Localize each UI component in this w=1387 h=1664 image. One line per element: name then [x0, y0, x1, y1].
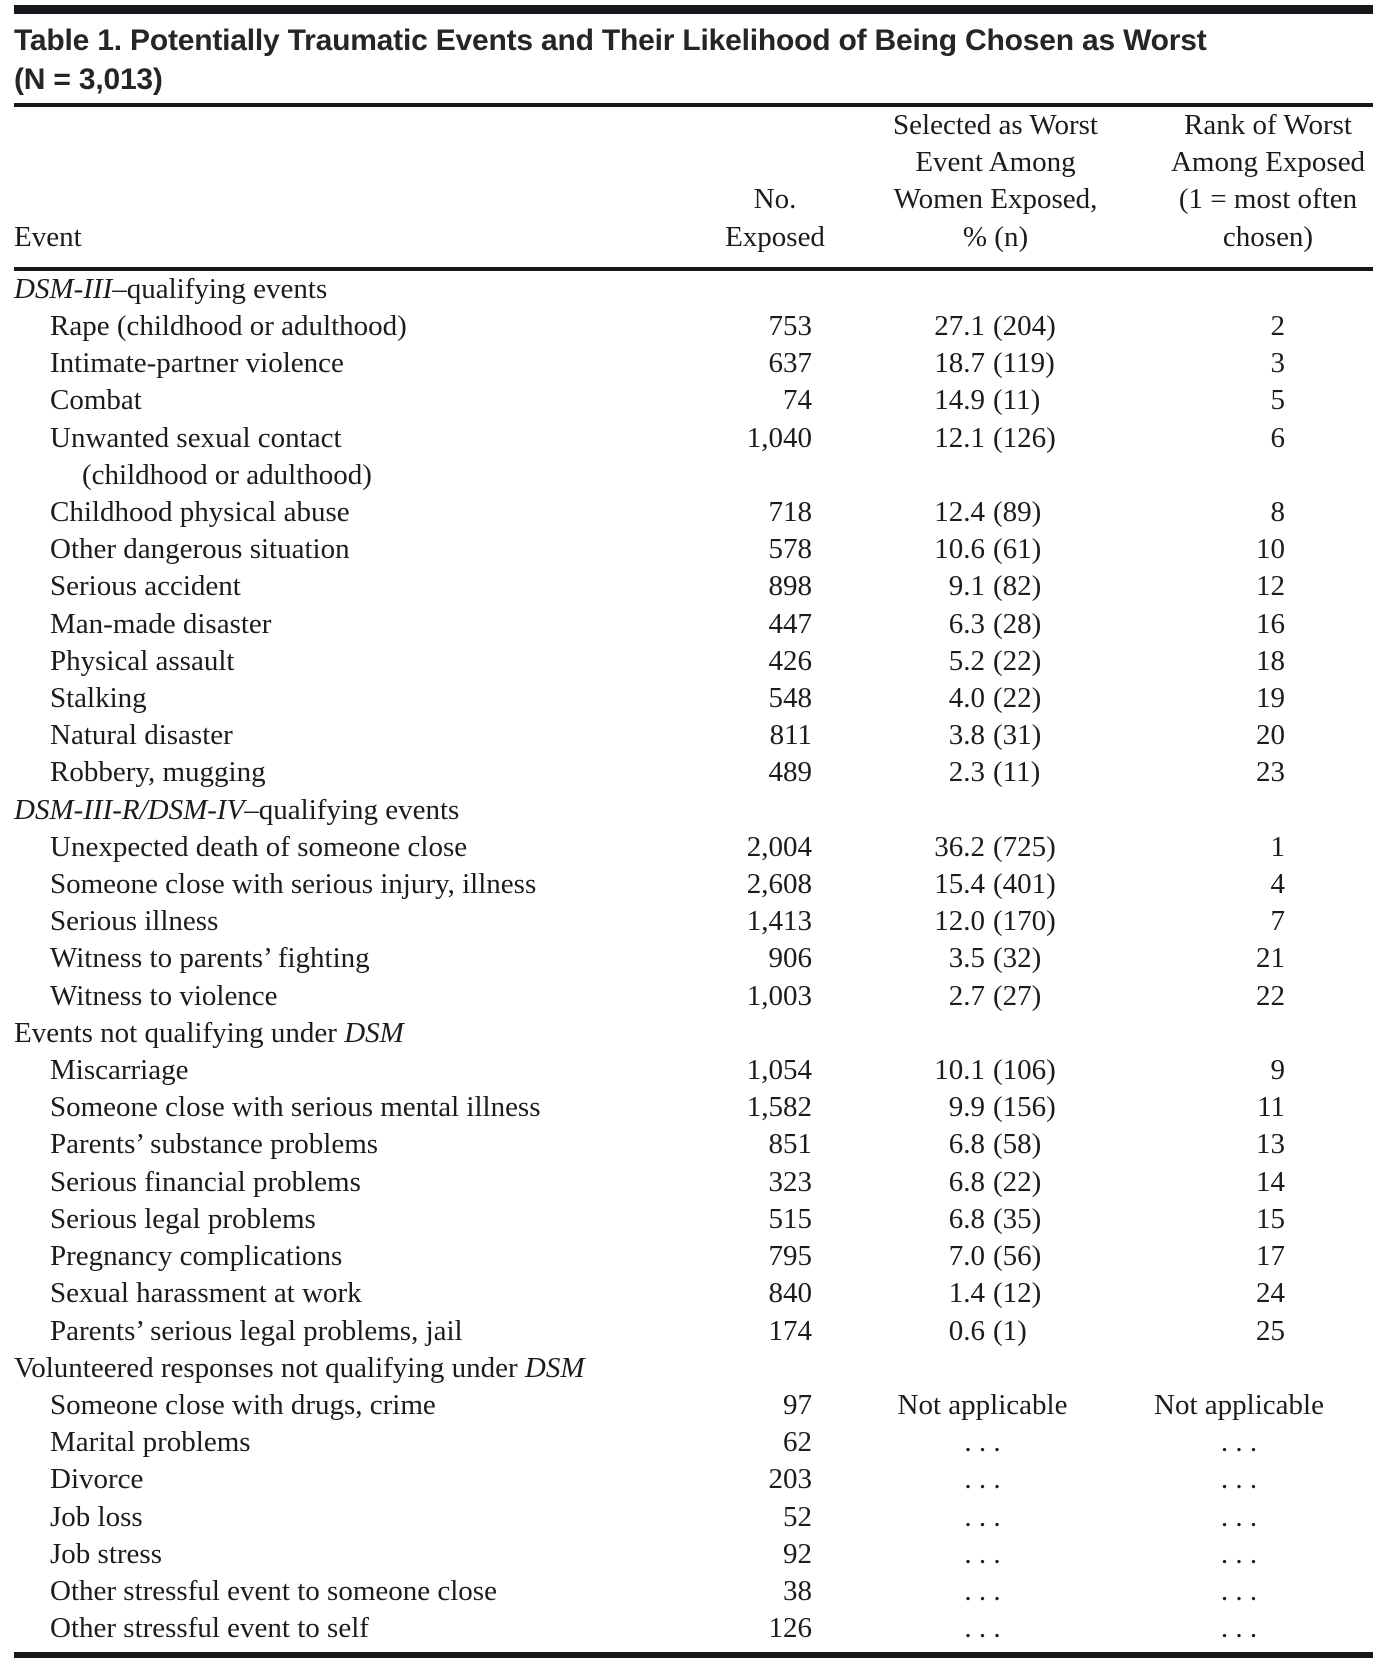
header-line: Rank of Worst [1184, 109, 1352, 141]
worst-percent: 3.5 [948, 942, 985, 975]
table-row [14, 1610, 1373, 1647]
worst-cell [860, 345, 1105, 382]
worst-cell [860, 1201, 1105, 1238]
worst-percent: 6.8 [948, 1128, 985, 1161]
rank-cell: 22 [1256, 979, 1285, 1012]
worst-cell [860, 531, 1105, 568]
rank-cell: . . . [1220, 1537, 1258, 1570]
worst-percent: 7.0 [948, 1240, 985, 1273]
exposed-cell: 840 [768, 1277, 812, 1310]
bottom-rule [14, 1652, 1373, 1658]
table-row [14, 1424, 1373, 1461]
event-cell [14, 829, 690, 866]
section-row [14, 271, 1373, 308]
exposed-cell: 92 [783, 1537, 812, 1570]
event-cell [14, 1499, 690, 1536]
worst-count: (22) [993, 1165, 1042, 1198]
section-heading-text: Events not qualifying under [14, 1016, 345, 1049]
rank-cell: 4 [1270, 868, 1285, 901]
event-label: Stalking [50, 682, 147, 715]
worst-cell [860, 606, 1105, 643]
exposed-cell: 811 [769, 719, 812, 752]
worst-percent: 10.6 [934, 533, 985, 566]
worst-cell [860, 680, 1105, 717]
rank-cell: 16 [1256, 607, 1285, 640]
event-label: Job loss [50, 1500, 143, 1533]
exposed-cell: 489 [768, 756, 812, 789]
rank-cell: 3 [1270, 347, 1285, 380]
event-label: Divorce [50, 1463, 144, 1496]
event-label: Natural disaster [50, 719, 233, 752]
worst-cell [860, 494, 1105, 531]
event-label: Parents’ serious legal problems, jail [50, 1314, 463, 1347]
worst-cell [860, 1275, 1105, 1312]
table-row [14, 1461, 1373, 1498]
event-cell [14, 345, 690, 382]
event-label: Unexpected death of someone close [50, 830, 468, 863]
worst-percent: 9.9 [948, 1091, 985, 1124]
worst-cell [860, 1238, 1105, 1275]
event-cell [14, 531, 690, 568]
table-row [14, 1164, 1373, 1201]
event-cell [14, 1610, 690, 1647]
worst-count: (58) [993, 1128, 1042, 1161]
table-row [14, 1052, 1373, 1089]
worst-cell [860, 308, 1105, 345]
event-cell [14, 1536, 690, 1573]
worst-count: (156) [993, 1091, 1056, 1124]
column-header-event [14, 107, 690, 256]
worst-percent: 2.3 [948, 756, 985, 789]
rank-cell: 5 [1270, 384, 1285, 417]
worst-count: (725) [993, 830, 1056, 863]
table-row [14, 643, 1373, 680]
worst-cell: . . . [964, 1574, 1001, 1607]
header-line: Event Among [915, 146, 1076, 179]
section-heading [14, 1350, 1373, 1387]
exposed-cell: 548 [768, 682, 812, 715]
header-line: Exposed [725, 220, 825, 253]
table-row [14, 1238, 1373, 1275]
event-cell [14, 978, 690, 1015]
event-label: Marital problems [50, 1426, 251, 1459]
worst-cell [860, 940, 1105, 977]
table-row [14, 345, 1373, 382]
worst-cell: . . . [964, 1426, 1001, 1459]
event-cell [14, 420, 690, 494]
table-row [14, 1499, 1373, 1536]
section-heading [14, 271, 1373, 308]
event-cell [14, 1126, 690, 1163]
worst-cell [860, 978, 1105, 1015]
table-row [14, 308, 1373, 345]
rank-cell: 9 [1270, 1054, 1285, 1087]
table-title-line2: (N = 3,013) [14, 63, 163, 96]
rank-cell: 23 [1256, 756, 1285, 789]
worst-percent: 0.6 [948, 1314, 985, 1347]
event-cell [14, 903, 690, 940]
table-header [14, 107, 1373, 263]
worst-count: (32) [993, 942, 1042, 975]
exposed-cell: 126 [768, 1612, 812, 1645]
exposed-cell: 795 [768, 1240, 812, 1273]
exposed-cell: 203 [768, 1463, 812, 1496]
event-label: Serious accident [50, 570, 241, 603]
rank-cell: 18 [1256, 644, 1285, 677]
rank-cell: 6 [1270, 421, 1285, 454]
table-row [14, 1536, 1373, 1573]
event-cell [14, 1238, 690, 1275]
table-row [14, 754, 1373, 791]
worst-count: (89) [993, 496, 1042, 529]
event-label: Physical assault [50, 644, 235, 677]
table-row [14, 903, 1373, 940]
event-cell [14, 1387, 690, 1424]
header-line: chosen) [1222, 220, 1314, 253]
event-cell [14, 308, 690, 345]
exposed-cell: 447 [768, 607, 812, 640]
worst-count: (27) [993, 979, 1042, 1012]
worst-cell [860, 1089, 1105, 1126]
section-heading [14, 792, 1373, 829]
worst-count: (22) [993, 682, 1042, 715]
event-label: Unwanted sexual contact [50, 421, 342, 454]
event-cell [14, 940, 690, 977]
event-cell [14, 382, 690, 419]
event-label: Serious legal problems [50, 1202, 316, 1235]
worst-percent: 12.0 [934, 905, 985, 938]
rank-cell: . . . [1220, 1612, 1258, 1645]
worst-cell [860, 568, 1105, 605]
event-label: Pregnancy complications [50, 1240, 343, 1273]
event-label: Other stressful event to self [50, 1612, 369, 1645]
exposed-cell: 515 [768, 1202, 812, 1235]
worst-percent: 10.1 [934, 1054, 985, 1087]
top-rule-bar [14, 5, 1373, 14]
event-label-continuation: (childhood or adulthood) [82, 458, 372, 491]
worst-count: (170) [993, 905, 1056, 938]
worst-cell [860, 382, 1105, 419]
event-cell [14, 1275, 690, 1312]
worst-percent: 2.7 [948, 979, 985, 1012]
exposed-cell: 74 [783, 384, 812, 417]
event-label: Other stressful event to someone close [50, 1574, 497, 1607]
worst-cell [860, 717, 1105, 754]
section-row [14, 792, 1373, 829]
header-line: (1 = most often [1178, 183, 1358, 216]
worst-count: (401) [993, 868, 1056, 901]
table-row [14, 494, 1373, 531]
header-line: Event [14, 220, 82, 253]
exposed-cell: 718 [768, 496, 812, 529]
event-label: Serious illness [50, 905, 219, 938]
event-label: Serious financial problems [50, 1165, 361, 1198]
table-row [14, 717, 1373, 754]
exposed-cell: 578 [768, 533, 812, 566]
table-row [14, 1313, 1373, 1350]
worst-cell [860, 754, 1105, 791]
event-label: Man-made disaster [50, 607, 272, 640]
header-line: No. [753, 183, 797, 216]
section-heading-text: Volunteered responses not qualifying under [14, 1351, 525, 1384]
event-label: Job stress [50, 1537, 162, 1570]
table-row [14, 1126, 1373, 1163]
event-cell [14, 1089, 690, 1126]
rank-cell: Not applicable [1154, 1388, 1324, 1421]
worst-cell [860, 1126, 1105, 1163]
rank-cell: 2 [1270, 310, 1285, 343]
worst-count: (12) [993, 1277, 1042, 1310]
section-heading-italic: DSM [344, 1016, 404, 1049]
event-cell [14, 494, 690, 531]
event-cell [14, 754, 690, 791]
table-row [14, 829, 1373, 866]
header-line: % (n) [962, 220, 1029, 253]
worst-cell: . . . [964, 1500, 1001, 1533]
worst-percent: 27.1 [934, 310, 985, 343]
worst-cell [860, 1052, 1105, 1089]
event-cell [14, 1201, 690, 1238]
exposed-cell: 898 [768, 570, 812, 603]
event-label: Witness to violence [50, 979, 278, 1012]
table-row [14, 420, 1373, 494]
header-line: Among Exposed [1170, 146, 1366, 179]
section-heading-italic: DSM [524, 1351, 585, 1384]
worst-percent: 18.7 [934, 347, 985, 380]
event-label: Parents’ substance problems [50, 1128, 379, 1161]
worst-cell [860, 1313, 1105, 1350]
table-row [14, 1275, 1373, 1312]
rank-cell: 10 [1256, 533, 1285, 566]
worst-count: (28) [993, 607, 1042, 640]
table-row [14, 1573, 1373, 1610]
worst-count: (1) [993, 1314, 1027, 1347]
event-label: Robbery, mugging [50, 756, 266, 789]
table-title-line1: Table 1. Potentially Traumatic Events and Their Likelihood of Being Chosen as Worst [14, 24, 1207, 57]
worst-percent: 36.2 [934, 830, 985, 863]
worst-count: (82) [993, 570, 1042, 603]
table-row [14, 1089, 1373, 1126]
worst-count: (106) [993, 1054, 1056, 1087]
event-label: Miscarriage [50, 1054, 189, 1087]
table-row [14, 1387, 1373, 1424]
rank-cell: . . . [1220, 1463, 1258, 1496]
exposed-cell: 1,003 [746, 979, 812, 1012]
table-row [14, 978, 1373, 1015]
worst-percent: 1.4 [948, 1277, 985, 1310]
exposed-cell: 174 [768, 1314, 812, 1347]
worst-percent: 6.8 [948, 1165, 985, 1198]
rank-cell: 17 [1256, 1240, 1285, 1273]
table-title [14, 21, 1373, 99]
worst-cell [860, 829, 1105, 866]
worst-percent: 15.4 [934, 868, 985, 901]
table-figure [0, 5, 1387, 1658]
rank-cell: 1 [1270, 830, 1285, 863]
section-row [14, 1015, 1373, 1052]
worst-percent: 12.1 [934, 421, 985, 454]
event-label: Rape (childhood or adulthood) [50, 310, 407, 343]
worst-percent: 9.1 [948, 570, 985, 603]
worst-count: (11) [993, 756, 1041, 789]
worst-cell [860, 1164, 1105, 1201]
worst-cell [860, 643, 1105, 680]
column-header-exposed [690, 107, 860, 256]
worst-count: (11) [993, 384, 1041, 417]
exposed-cell: 1,040 [746, 421, 812, 454]
worst-percent: 4.0 [948, 682, 985, 715]
event-cell [14, 1461, 690, 1498]
event-cell [14, 606, 690, 643]
event-label: Intimate-partner violence [50, 347, 344, 380]
event-label: Combat [50, 384, 142, 417]
worst-count: (56) [993, 1240, 1042, 1273]
worst-percent: 5.2 [948, 644, 985, 677]
event-cell [14, 1424, 690, 1461]
worst-percent: 6.8 [948, 1202, 985, 1235]
event-cell [14, 680, 690, 717]
worst-percent: 12.4 [934, 496, 985, 529]
exposed-cell: 426 [768, 644, 812, 677]
exposed-cell: 851 [768, 1128, 812, 1161]
column-header-worst [860, 107, 1105, 256]
header-line: Selected as Worst [893, 109, 1098, 141]
rank-cell: 13 [1256, 1128, 1285, 1161]
event-cell [14, 866, 690, 903]
table-row [14, 940, 1373, 977]
table-row [14, 1201, 1373, 1238]
event-label: Someone close with drugs, crime [50, 1388, 436, 1421]
worst-count: (126) [993, 421, 1056, 454]
exposed-cell: 97 [783, 1388, 812, 1421]
event-cell [14, 1052, 690, 1089]
table-row [14, 382, 1373, 419]
rank-cell: 25 [1256, 1314, 1285, 1347]
table-row [14, 606, 1373, 643]
worst-cell [860, 866, 1105, 903]
event-cell [14, 568, 690, 605]
event-label: Sexual harassment at work [50, 1277, 362, 1310]
exposed-cell: 1,413 [746, 905, 812, 938]
worst-cell: Not applicable [897, 1388, 1068, 1421]
exposed-cell: 1,582 [746, 1091, 812, 1124]
section-heading-italic: DSM-III [14, 272, 113, 305]
table-row [14, 866, 1373, 903]
worst-cell [860, 903, 1105, 940]
worst-cell: . . . [964, 1537, 1001, 1570]
rank-cell: 11 [1257, 1091, 1285, 1124]
exposed-cell: 906 [768, 942, 812, 975]
worst-percent: 6.3 [948, 607, 985, 640]
worst-cell: . . . [964, 1612, 1001, 1645]
rank-cell: . . . [1220, 1574, 1258, 1607]
exposed-cell: 323 [768, 1165, 812, 1198]
worst-count: (35) [993, 1202, 1042, 1235]
section-heading-text: –qualifying events [112, 272, 328, 305]
section-heading [14, 1015, 1373, 1052]
exposed-cell: 52 [783, 1500, 812, 1533]
exposed-cell: 62 [783, 1426, 812, 1459]
table-row [14, 531, 1373, 568]
event-cell [14, 1573, 690, 1610]
event-cell [14, 643, 690, 680]
exposed-cell: 38 [783, 1574, 812, 1607]
event-label: Someone close with serious mental illness [50, 1091, 541, 1124]
exposed-cell: 637 [768, 347, 812, 380]
rank-cell: 21 [1256, 942, 1285, 975]
column-header-rank [1105, 107, 1373, 256]
rank-cell: 14 [1256, 1165, 1285, 1198]
worst-percent: 14.9 [934, 384, 985, 417]
exposed-cell: 2,004 [746, 830, 812, 863]
event-cell [14, 1313, 690, 1350]
rank-cell: 7 [1270, 905, 1285, 938]
section-heading-text: –qualifying events [244, 793, 460, 826]
event-cell [14, 1164, 690, 1201]
rank-cell: . . . [1220, 1426, 1258, 1459]
worst-percent: 3.8 [948, 719, 985, 752]
event-label: Someone close with serious injury, illness [50, 868, 537, 901]
exposed-cell: 2,608 [746, 868, 812, 901]
event-cell [14, 717, 690, 754]
table-row [14, 680, 1373, 717]
worst-count: (31) [993, 719, 1042, 752]
event-label: Witness to parents’ fighting [50, 942, 370, 975]
table-row [14, 568, 1373, 605]
event-label: Childhood physical abuse [50, 496, 350, 529]
header-line: Women Exposed, [893, 183, 1098, 216]
worst-count: (204) [993, 310, 1056, 343]
rank-cell: 12 [1256, 570, 1285, 603]
event-label: Other dangerous situation [50, 533, 350, 566]
worst-count: (22) [993, 644, 1042, 677]
section-heading-italic: DSM-III-R/DSM-IV [14, 793, 245, 826]
rank-cell: 19 [1256, 682, 1285, 715]
rank-cell: 20 [1256, 719, 1285, 752]
worst-count: (61) [993, 533, 1042, 566]
worst-cell: . . . [964, 1463, 1001, 1496]
worst-count: (119) [993, 347, 1055, 380]
rank-cell: 15 [1256, 1202, 1285, 1235]
rank-cell: . . . [1220, 1500, 1258, 1533]
rank-cell: 8 [1270, 496, 1285, 529]
worst-cell [860, 420, 1105, 457]
rank-cell: 24 [1256, 1277, 1285, 1310]
table-body [14, 271, 1373, 1648]
exposed-cell: 753 [768, 310, 812, 343]
exposed-cell: 1,054 [746, 1054, 812, 1087]
section-row [14, 1350, 1373, 1387]
